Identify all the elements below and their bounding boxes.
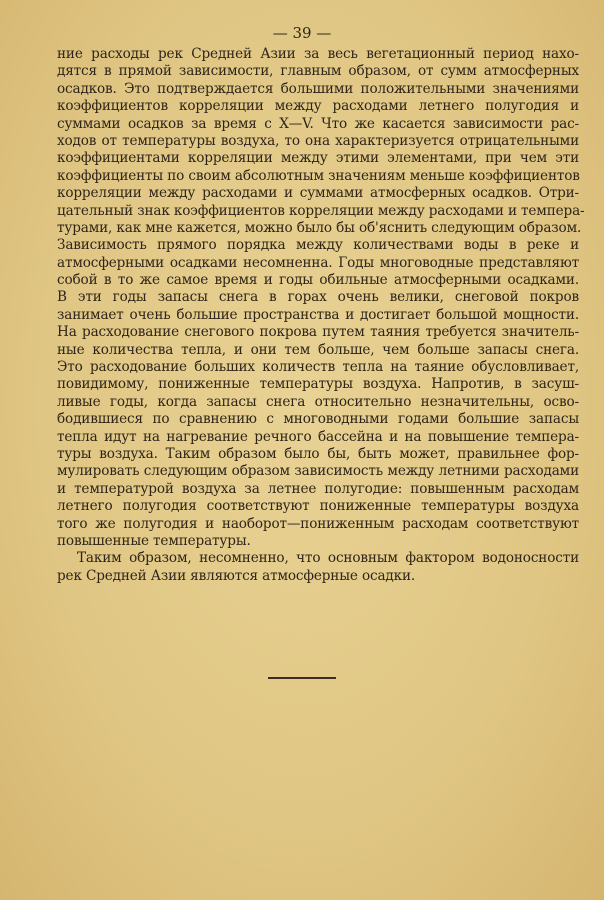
text-line: ние расходы рек Средней Азии за весь вегетационный период нахо-	[57, 46, 579, 62]
text-line: Зависимость прямого порядка между количествами воды в реке и	[57, 237, 579, 254]
text-line: Это расходование больших количеств тепла на таяние обусловливает,	[57, 359, 579, 376]
text-line: На расходование снегового покрова путем таяния требуется значитель-	[57, 324, 579, 341]
text-line: В эти годы запасы снега в горах очень велики, снеговой покров	[57, 289, 579, 306]
text-line: атмосферными осадками несомненна. Годы многоводные представляют	[57, 254, 579, 271]
text-line: корреляции между расходами и суммами атмосферных осадков. Отри-	[57, 185, 579, 202]
text-line: собой в то же самое время и годы обильные атмосферными осадками.	[57, 272, 579, 289]
text-line: тепла идут на нагревание речного бассейна и на повышение темпера-	[57, 428, 579, 445]
text-line: осадков. Это подтверждается большими положительными значениями	[57, 80, 579, 97]
text-line: повидимому, пониженные температуры воздуха. Напротив, в засуш-	[57, 376, 579, 393]
body-text	[57, 46, 585, 585]
text-line: Таким образом, несомненно, что основным фактором водоносности	[77, 550, 579, 567]
text-line: ливые годы, когда запасы снега относительно незначительны, осво-	[57, 393, 579, 410]
text-line: рек Средней Азии являются атмосферные осадки.	[57, 567, 416, 584]
text-line: летнего полугодия соответствуют пониженные температуры воздуха	[57, 498, 579, 515]
text-line: ные количества тепла, и они тем больше, чем больше запасы снега.	[57, 341, 579, 358]
text-line: бодившиеся по сравнению с многоводными годами большие запасы	[57, 411, 579, 428]
text-line: коэффициенты по своим абсолютным значениям меньше коэффициентов	[57, 167, 580, 184]
text-line: туры воздуха. Таким образом было бы, быть может, правильнее фор-	[57, 445, 579, 462]
text-line: коэффициентами корреляции между этими элементами, при чем эти	[57, 150, 579, 167]
text-line: ходов от температуры воздуха, то она характеризуется отрицательными	[57, 132, 579, 149]
text-line: мулировать следующим образом зависимость между летними расходами	[57, 463, 579, 480]
text-line: коэффициентов корреляции между расходами летнего полугодия и	[57, 98, 579, 115]
text-line: цательный знак коэффициентов корреляции между расходами и темпера-	[57, 202, 585, 219]
text-line: турами, как мне кажется, можно было бы об'яснить следующим образом.	[57, 219, 582, 236]
text-line: дятся в прямой зависимости, главным образом, от сумм атмосферных	[57, 63, 579, 80]
text-line: занимает очень большие пространства и достигает большой мощности.	[57, 306, 579, 323]
text-line: суммами осадков за время с X—V. Что же касается зависимости рас-	[57, 115, 579, 132]
text-line: и температурой воздуха за летнее полугодие: повышенным расходам	[57, 480, 579, 497]
text-line: того же полугодия и наоборот—пониженным расходам соответствуют	[57, 515, 579, 532]
text-line: повышенные температуры.	[57, 532, 251, 549]
end-rule-divider	[268, 677, 336, 679]
page-number: — 39 —	[272, 24, 332, 42]
